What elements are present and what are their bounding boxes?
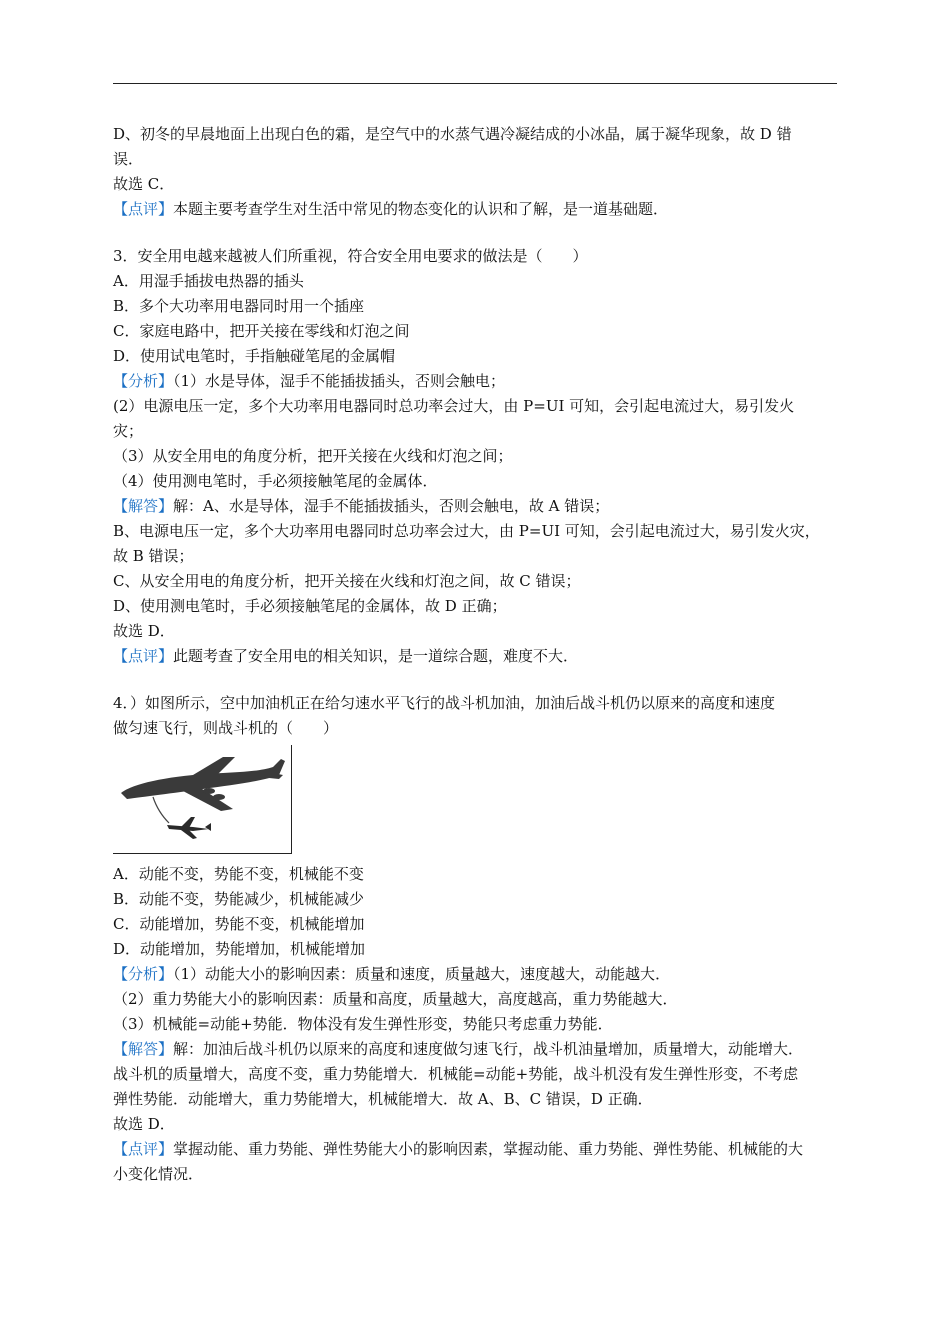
q3-option-d: D．使用试电笔时，手指触碰笔尾的金属帽: [113, 347, 396, 365]
q4-review: 【点评】掌握动能、重力势能、弹性势能大小的影响因素，掌握动能、重力势能、弹性势能、机械能的大: [113, 1140, 804, 1158]
solution-tag: 【解答】: [113, 1040, 174, 1058]
q3-answer: 故选 D．: [113, 622, 175, 640]
q4-analysis-line: （3）机械能=动能+势能．物体没有发生弹性形变，势能只考虑重力势能．: [113, 1015, 613, 1033]
review-tag: 【点评】: [113, 200, 174, 218]
q4-option-a: A．动能不变，势能不变，机械能不变: [113, 865, 364, 883]
q4-solution-line: 战斗机的质量增大，高度不变，重力势能增大．机械能=动能+势能，战斗机没有发生弹性形变，不考虑: [113, 1065, 799, 1083]
q4-option-b: B．动能不变，势能减少，机械能减少: [113, 890, 365, 908]
analysis-tag: 【分析】: [113, 372, 174, 390]
prev-answer: 故选 C．: [113, 175, 175, 193]
review-tag: 【点评】: [113, 1140, 174, 1158]
refueling-aircraft-image: [113, 745, 291, 853]
q4-solution-line: 【解答】解：加油后战斗机仍以原来的高度和速度做匀速飞行，战斗机油量增加，质量增大，动能增大．: [113, 1040, 804, 1058]
q3-solution-line: 【解答】解：A、水是导体，湿手不能插拔插头，否则会触电，故 A 错误；: [113, 497, 610, 515]
q4-analysis-line: 【分析】（1）动能大小的影响因素：质量和速度，质量越大，速度越大，动能越大．: [113, 965, 671, 983]
q4-answer: 故选 D．: [113, 1115, 175, 1133]
q4-option-d: D．动能增加，势能增加，机械能增加: [113, 940, 366, 958]
q4-review-cont: 小变化情况．: [113, 1165, 204, 1183]
q3-analysis-line: (2）电源电压一定，多个大功率用电器同时总功率会过大，由 P=UI 可知，会引起电流过大，易引发火: [113, 397, 795, 415]
q3-solution-line: 故 B 错误；: [113, 547, 194, 565]
tanker-plane-icon: [121, 757, 285, 811]
q3-analysis-line: （4）使用测电笔时，手必须接触笔尾的金属体．: [113, 472, 438, 490]
review-tag: 【点评】: [113, 647, 174, 665]
q3-stem: 3．安全用电越来越被人们所重视，符合安全用电要求的做法是（ ）: [113, 247, 588, 265]
q3-solution-line: B、电源电压一定，多个大功率用电器同时总功率会过大，由 P=UI 可知，会引起电流过大，易引发火灾，: [113, 522, 820, 540]
q3-analysis-line: 【分析】（1）水是导体，湿手不能插拔插头，否则会触电；: [113, 372, 506, 390]
q3-option-b: B．多个大功率用电器同时用一个插座: [113, 297, 365, 315]
q4-stem-cont: 做匀速飞行，则战斗机的（ ）: [113, 719, 339, 737]
q3-solution-line: D、使用测电笔时，手必须接触笔尾的金属体，故 D 正确；: [113, 597, 507, 615]
prev-option-d: D、初冬的早晨地面上出现白色的霜，是空气中的水蒸气遇冷凝结成的小冰晶，属于凝华现象，故 D 错: [113, 125, 792, 143]
fighter-jet-icon: [167, 817, 211, 839]
analysis-tag: 【分析】: [113, 965, 174, 983]
prev-review: 【点评】本题主要考查学生对生活中常见的物态变化的认识和了解，是一道基础题．: [113, 200, 669, 218]
q4-analysis-line: （2）重力势能大小的影响因素：质量和高度，质量越大，高度越高，重力势能越大．: [113, 990, 678, 1008]
solution-tag: 【解答】: [113, 497, 174, 515]
prev-option-d-cont: 误．: [113, 150, 144, 168]
header-rule: [113, 83, 837, 84]
q3-option-c: C．家庭电路中，把开关接在零线和灯泡之间: [113, 322, 410, 340]
q4-option-c: C．动能增加，势能不变，机械能增加: [113, 915, 365, 933]
q4-stem: 4．）如图所示，空中加油机正在给匀速水平飞行的战斗机加油，加油后战斗机仍以原来的高度和速度: [113, 694, 776, 712]
q3-review: 【点评】此题考查了安全用电的相关知识，是一道综合题，难度不大．: [113, 647, 579, 665]
page-content: [113, 122, 848, 1187]
q4-solution-line: 弹性势能．动能增大，重力势能增大，机械能增大．故 A、B、C 错误，D 正确．: [113, 1090, 653, 1108]
q3-analysis-line: （3）从安全用电的角度分析，把开关接在火线和灯泡之间；: [113, 447, 513, 465]
q3-analysis-line: 灾；: [113, 422, 144, 440]
q3-option-a: A．用湿手插拔电热器的插头: [113, 272, 304, 290]
q3-solution-line: C、从安全用电的角度分析，把开关接在火线和灯泡之间，故 C 错误；: [113, 572, 581, 590]
refueling-aircraft-figure: [113, 745, 292, 854]
